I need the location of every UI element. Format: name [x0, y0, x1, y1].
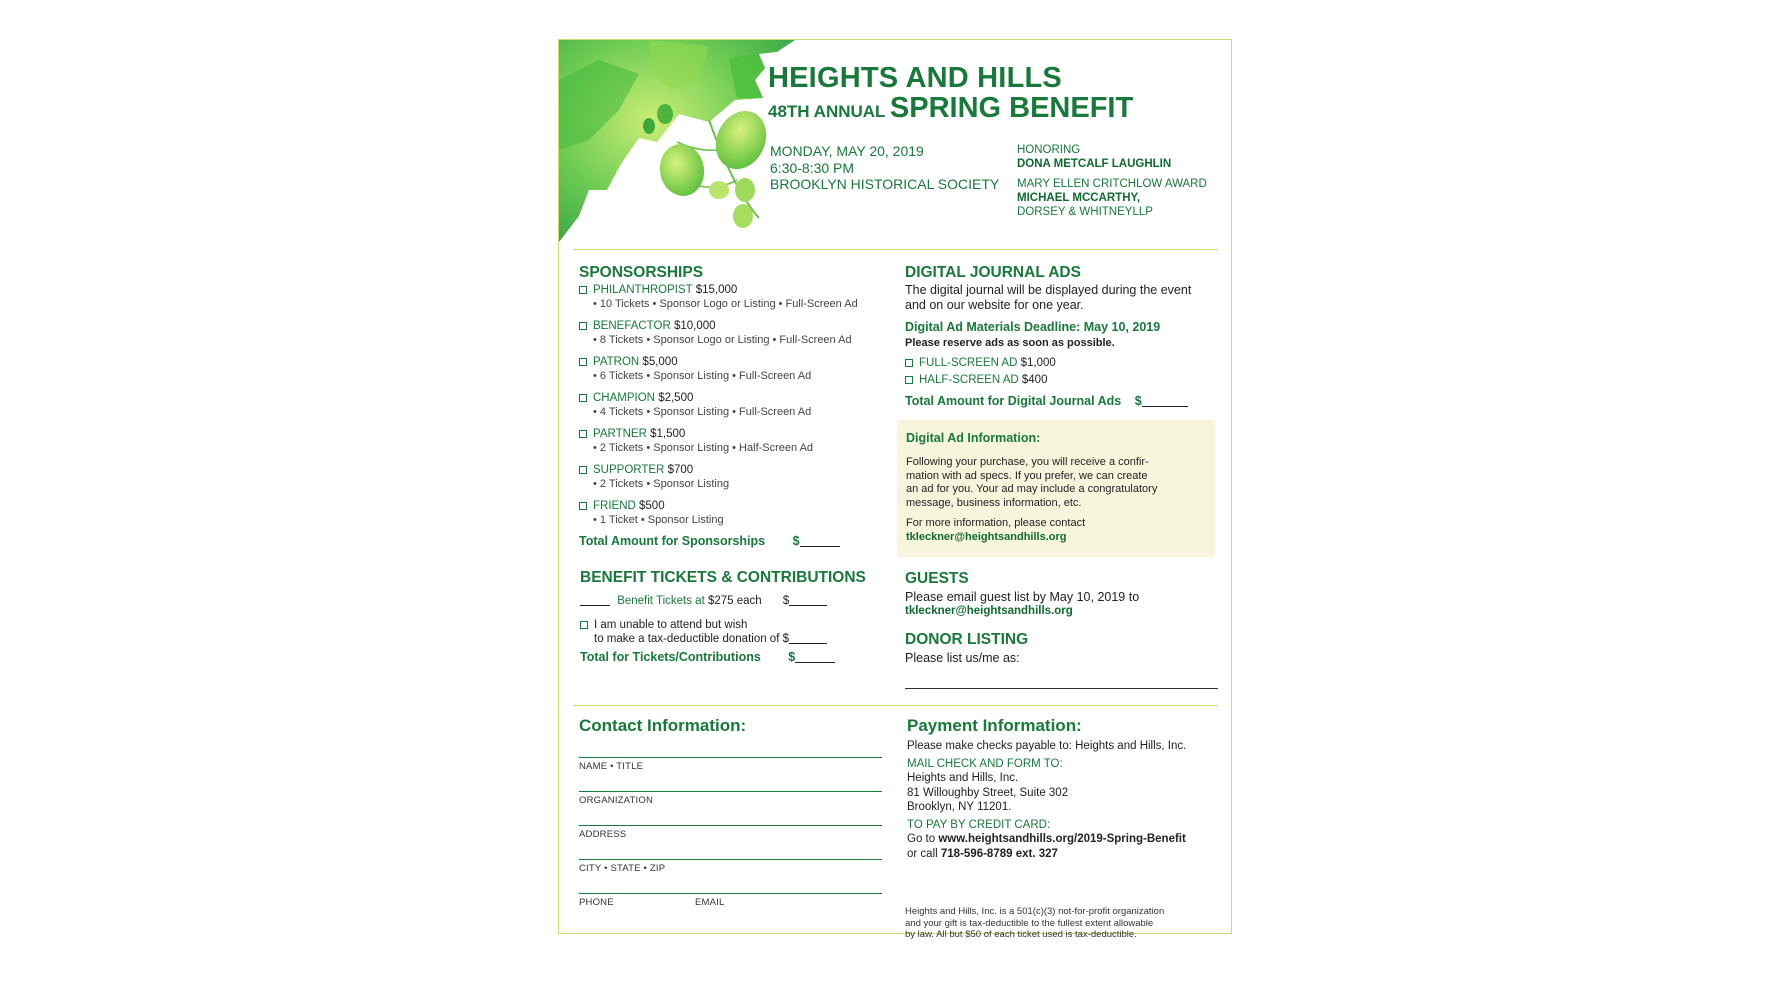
honoring-label: HONORING	[1017, 144, 1081, 156]
info-contact-email[interactable]: tkleckner@heightsandhills.org	[906, 530, 1067, 543]
award-firm: DORSEY & WHITNEYLLP	[1017, 206, 1153, 218]
sponsorship-list	[579, 283, 858, 535]
benefit-flyer	[558, 39, 1232, 940]
payment-phone: 718-596-8789 ext. 327	[940, 847, 1058, 860]
phone-label: PHONE	[579, 897, 614, 908]
organization-field[interactable]	[579, 791, 882, 792]
sponsorships-heading: SPONSORSHIPS	[579, 264, 704, 281]
event-title: HEIGHTS AND HILLS	[768, 62, 1062, 94]
checkbox[interactable]	[579, 322, 587, 330]
benefit-tickets-row[interactable]: Benefit Tickets at $275 each $	[580, 594, 827, 608]
tickets-heading: BENEFIT TICKETS & CONTRIBUTIONS	[580, 569, 866, 586]
checkbox[interactable]	[579, 502, 587, 510]
digital-description: The digital journal will be displayed during the event and on our website for one year.	[905, 283, 1192, 312]
sponsorship-option[interactable]: SUPPORTER $700 • 2 Tickets • Sponsor Listing	[579, 463, 858, 491]
tickets-total[interactable]: Total for Tickets/Contributions $	[580, 650, 835, 664]
info-box-heading: Digital Ad Information:	[906, 431, 1041, 445]
info-box-text: Following your purchase, you will receive a confir- mation with ad specs. If you prefer, we can create an ad for you. Your ad may include a congratulatory message, business information, etc. For more information, please contact tkleckner@heightsandhills.org	[906, 456, 1158, 543]
donor-text: Please list us/me as:	[905, 651, 1020, 665]
half-screen-ad-option[interactable]: HALF-SCREEN AD $400	[905, 373, 1047, 387]
spring-benefit-label: SPRING BENEFIT	[889, 92, 1134, 124]
checkbox[interactable]	[905, 359, 913, 367]
honoree-name: DONA METCALF LAUGHLIN	[1017, 158, 1172, 170]
event-date: MONDAY, MAY 20, 2019	[770, 143, 924, 159]
payment-details: Please make checks payable to: Heights and Hills, Inc. MAIL CHECK AND FORM TO: Heights and Hills, Inc. 81 Willoughby Street, Suite 302 Brooklyn, NY 11201. TO PAY BY CREDIT CARD: Go to www.heightsandhills.org/2019-Spring-Benefit or call 718-596-8789 ext. 327	[907, 740, 1187, 860]
sponsorship-option[interactable]: FRIEND $500 • 1 Ticket • Sponsor Listing	[579, 499, 858, 527]
checkbox[interactable]	[579, 466, 587, 474]
event-time: 6:30-8:30 PM	[770, 159, 855, 176]
email-label: EMAIL	[695, 897, 725, 908]
sponsorship-option[interactable]: BENEFACTOR $10,000 • 8 Tickets • Sponsor Logo or Listing • Full-Screen Ad	[579, 319, 858, 347]
checkbox[interactable]	[580, 621, 588, 629]
ticket-quantity-blank[interactable]	[580, 594, 610, 606]
donor-listing-line[interactable]	[905, 688, 1218, 689]
donation-amount-blank[interactable]	[789, 632, 827, 644]
full-screen-ad-option[interactable]: FULL-SCREEN AD $1,000	[905, 356, 1056, 370]
payment-url[interactable]: www.heightsandhills.org/2019-Spring-Benefit	[938, 833, 1186, 845]
award-label: MARY ELLEN CRITCHLOW AWARD	[1017, 178, 1207, 190]
sponsorship-total[interactable]: Total Amount for Sponsorships $	[579, 534, 840, 548]
phone-email-field[interactable]	[579, 893, 882, 894]
mail-label: MAIL CHECK AND FORM TO:	[907, 757, 1063, 770]
address-label: ADDRESS	[579, 829, 627, 840]
guests-text: Please email guest list by May 10, 2019 to	[905, 590, 1140, 604]
checkbox[interactable]	[579, 286, 587, 294]
donor-heading: DONOR LISTING	[905, 631, 1029, 648]
tickets-total-blank[interactable]	[795, 651, 835, 663]
digital-total-blank[interactable]	[1142, 395, 1188, 407]
digital-reserve-note: Please reserve ads as soon as possible.	[905, 337, 1115, 349]
event-subtitle	[768, 92, 1133, 125]
guests-heading: GUESTS	[905, 570, 969, 587]
contact-heading: Contact Information:	[579, 716, 747, 735]
credit-card-label: TO PAY BY CREDIT CARD:	[907, 818, 1051, 831]
city-state-zip-label: CITY • STATE • ZIP	[579, 863, 666, 874]
event-venue: BROOKLYN HISTORICAL SOCIETY	[770, 176, 1000, 192]
header-divider	[573, 249, 1218, 250]
honorees	[1017, 143, 1207, 219]
section-divider	[573, 705, 1218, 706]
sponsorship-option[interactable]: PHILANTHROPIST $15,000 • 10 Tickets • Sponsor Logo or Listing • Full-Screen Ad	[579, 283, 858, 311]
sponsorship-option[interactable]: PATRON $5,000 • 6 Tickets • Sponsor Listing • Full-Screen Ad	[579, 355, 858, 383]
donation-option[interactable]: I am unable to attend but wish to make a tax-deductible donation of $	[580, 618, 827, 646]
guests-email[interactable]: tkleckner@heightsandhills.org	[905, 605, 1073, 617]
leaf-illustration	[559, 40, 799, 245]
ticket-amount-blank[interactable]	[789, 594, 827, 606]
anniversary-label: 48TH ANNUAL	[768, 102, 886, 121]
digital-deadline: Digital Ad Materials Deadline: May 10, 2019	[905, 320, 1161, 334]
sponsorship-option[interactable]: PARTNER $1,500 • 2 Tickets • Sponsor Listing • Half-Screen Ad	[579, 427, 858, 455]
sponsorship-option[interactable]: CHAMPION $2,500 • 4 Tickets • Sponsor Listing • Full-Screen Ad	[579, 391, 858, 419]
address-field[interactable]	[579, 825, 882, 826]
name-title-label: NAME • TITLE	[579, 761, 644, 772]
digital-heading: DIGITAL JOURNAL ADS	[905, 264, 1081, 281]
checkbox[interactable]	[579, 358, 587, 366]
checkbox[interactable]	[579, 394, 587, 402]
organization-label: ORGANIZATION	[579, 795, 654, 806]
name-title-field[interactable]	[579, 757, 882, 758]
digital-ad-info-box	[897, 420, 1215, 557]
digital-total[interactable]: Total Amount for Digital Journal Ads $	[905, 394, 1188, 408]
sponsorship-total-blank[interactable]	[800, 535, 840, 547]
award-recipient: MICHAEL MCCARTHY,	[1017, 192, 1141, 204]
city-state-zip-field[interactable]	[579, 859, 882, 860]
checkbox[interactable]	[905, 376, 913, 384]
tax-disclaimer: Heights and Hills, Inc. is a 501(c)(3) not-for-profit organization and your gift is tax-deductible to the fullest extent allowable by law. All but $50 of each ticket used is tax-deductible.	[905, 906, 1165, 940]
checkbox[interactable]	[579, 430, 587, 438]
payment-heading: Payment Information:	[907, 716, 1082, 735]
event-details	[770, 143, 999, 193]
